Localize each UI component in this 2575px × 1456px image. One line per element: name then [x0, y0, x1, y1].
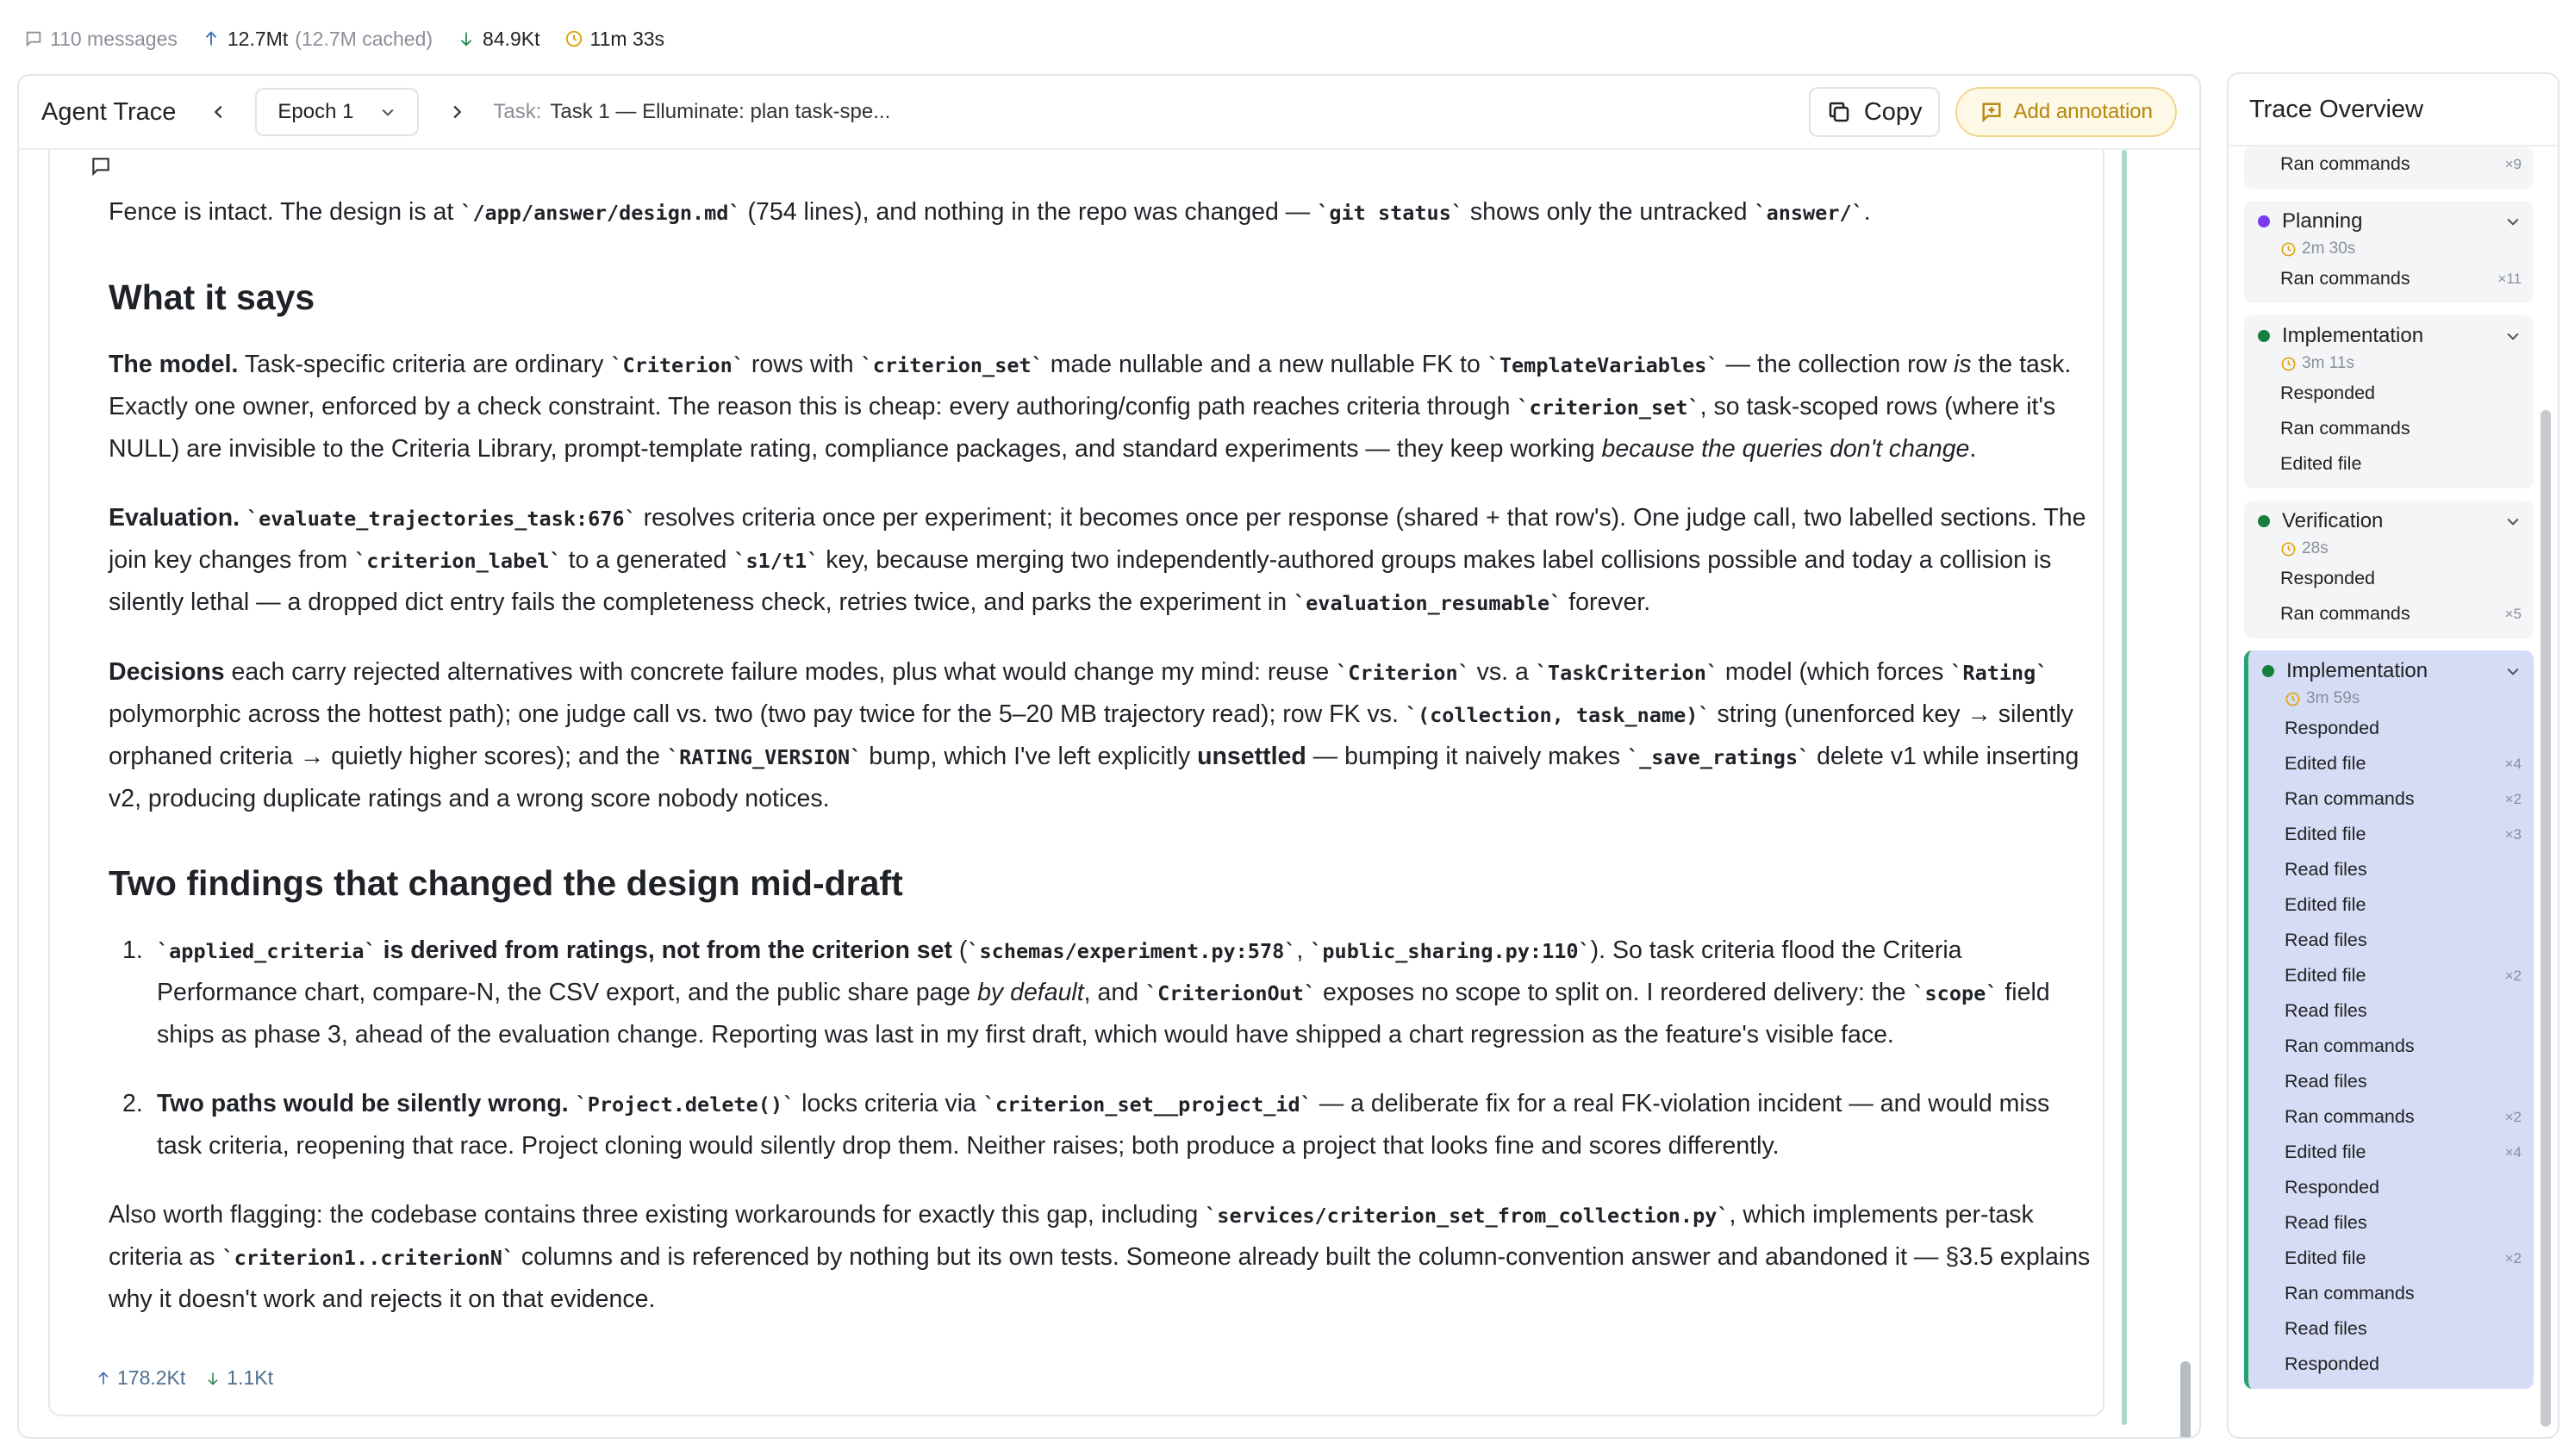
- trace-overview-panel: [2227, 72, 2559, 1439]
- tokens-out-value: 84.9Kt: [483, 27, 540, 50]
- chevron-right-icon: [447, 103, 466, 121]
- clock-icon: [2280, 541, 2297, 557]
- phase-partial: [2244, 146, 2534, 189]
- paragraph-decisions: Decisions each carry rejected alternatives with concrete failure modes, plus what would change my mind: reuse `Criterion` vs. a `TaskCriterion` model (which forces `Rating` polymorphic across the hottest path); one judge call vs. two (two pay twice for the 5–20 MB trajectory read); row FK vs. `(collection, task_name)` string (unenforced key → silently orphaned criteria → quietly higher scores); and the `RATING_VERSION` bump, which I've left explicitly unsettled — bumping it naively makes `_save_ratings` delete v1 while inserting v2, producing duplicate ratings and a wrong score nobody notices.: [109, 658, 2079, 812]
- findings-list: [109, 930, 2091, 1167]
- tokens-in-stat: [202, 28, 433, 51]
- step-item[interactable]: Responded: [2280, 383, 2375, 403]
- add-annotation-button[interactable]: [1955, 87, 2177, 137]
- arrow-up-icon: [202, 29, 221, 48]
- heading-what-it-says: What it says: [109, 277, 315, 317]
- paragraph-fence: Fence is intact. The design is at `/app/answer/design.md` (754 lines), and nothing in the repo was changed — `git status` shows only the untracked `answer/`.: [109, 198, 1871, 226]
- annotation-icon: [1980, 100, 2004, 124]
- next-epoch-button[interactable]: [440, 95, 474, 129]
- step-item[interactable]: Responded: [2285, 1353, 2379, 1374]
- step-item[interactable]: Edited file ×3: [2285, 824, 2522, 844]
- phase-duration: 3m 11s: [2244, 352, 2534, 376]
- clock-icon: [564, 29, 583, 48]
- step-item[interactable]: Read files: [2285, 1212, 2367, 1233]
- paragraph-evaluation: Evaluation. `evaluate_trajectories_task:676` resolves criteria once per experiment; it becomes once per response (shared + that row's). One judge call, two labelled sections. The join key changes from `criterion_label` to a generated `s1/t1` key, because merging two independently-authored groups makes label collisions possible and today a collision is silently lethal — a dropped dict entry fails the completeness check, retries twice, and parks the experiment in `evaluation_resumable` forever.: [109, 504, 2086, 616]
- step-item[interactable]: Ran commands: [2285, 1036, 2415, 1056]
- chevron-down-icon: [2504, 213, 2522, 230]
- arrow-down-icon: [204, 1370, 221, 1387]
- sidebar-scrollbar[interactable]: [2541, 410, 2551, 1427]
- phase-implementation: [2244, 315, 2534, 488]
- trace-overview-title: Trace Overview: [2229, 74, 2558, 146]
- panel-title: Agent Trace: [41, 97, 177, 126]
- list-item: 2. Two paths would be silently wrong. `Project.delete()` locks criteria via `criterion_set__project_id` — a deliberate fix for a real FK-violation incident — and would miss task criteria, reopening that race. Project cloning would silently drop them. Neither raises; both produce a project that looks fine and scores differently.: [122, 1090, 2050, 1160]
- copy-button-label: Copy: [1863, 97, 1923, 126]
- clock-icon: [2280, 356, 2297, 372]
- step-item[interactable]: Ran commands ×2: [2285, 1106, 2522, 1127]
- step-item[interactable]: Read files: [2285, 1071, 2367, 1092]
- prev-epoch-button[interactable]: [202, 95, 236, 129]
- step-item[interactable]: Ran commands ×5: [2280, 603, 2522, 624]
- step-item[interactable]: Edited file: [2280, 453, 2362, 474]
- phase-header[interactable]: [2244, 506, 2534, 537]
- step-item[interactable]: Edited file ×2: [2285, 1248, 2522, 1268]
- phase-header[interactable]: [2244, 320, 2534, 352]
- step-item[interactable]: Edited file ×4: [2285, 1142, 2522, 1162]
- phase-duration: 28s: [2244, 537, 2534, 561]
- trace-content[interactable]: [19, 150, 2199, 1437]
- message-token-usage: [95, 1366, 273, 1390]
- tokens-in-value: 12.7Mt: [227, 27, 289, 50]
- agent-trace-header: [19, 76, 2199, 150]
- phase-implementation: [2244, 650, 2534, 1389]
- paragraph-model: The model. Task-specific criteria are ordinary `Criterion` rows with `criterion_set` made nullable and a new nullable FK to `TemplateVariables` — the collection row is the task. Exactly one owner, enforced by a check constraint. The reason this is cheap: every authoring/config path reaches criteria through `criterion_set`, so task-scoped rows (where it's NULL) are invisible to the Criteria Library, prompt-template rating, compliance packages, and standard experiments — they keep working because the queries don't change.: [109, 351, 2072, 463]
- add-annotation-label: Add annotation: [2013, 100, 2153, 123]
- step-item[interactable]: Responded: [2285, 718, 2379, 738]
- trace-overview-list[interactable]: [2244, 146, 2534, 1401]
- phase-status-dot: [2262, 665, 2274, 677]
- phase-name: Implementation: [2286, 659, 2428, 682]
- epoch-select[interactable]: [255, 88, 419, 136]
- message-body: [109, 191, 2091, 1347]
- step-item[interactable]: Responded: [2280, 568, 2375, 588]
- step-item[interactable]: Ran commands ×2: [2285, 788, 2522, 809]
- assistant-message-card: [48, 150, 2104, 1416]
- phase-status-dot: [2258, 215, 2270, 227]
- step-item[interactable]: Read files: [2285, 1318, 2367, 1339]
- step-item[interactable]: Edited file: [2285, 894, 2366, 915]
- duration-stat: [564, 28, 665, 51]
- chevron-down-icon: [2504, 663, 2522, 680]
- paragraph-also-worth-flagging: Also worth flagging: the codebase contains three existing workarounds for exactly this gap, including `services/criterion_set_from_collection.py`, which implements per-task criteria as `criterion1..criterionN` columns and is referenced by nothing but its own tests. Someone already built the column-convention answer and abandoned it — §3.5 explains why it doesn't work and rejects it on that evidence.: [109, 1201, 2091, 1313]
- phase-duration: 2m 30s: [2244, 237, 2534, 261]
- step-item[interactable]: Read files: [2285, 859, 2367, 880]
- trace-stats-bar: [24, 24, 664, 53]
- chevron-down-icon: [2504, 513, 2522, 530]
- heading-two-findings: Two findings that changed the design mid-draft: [109, 863, 903, 903]
- message-icon: [24, 29, 43, 48]
- copy-icon: [1826, 99, 1852, 125]
- phase-name: Implementation: [2282, 324, 2424, 347]
- clock-icon: [2285, 691, 2301, 707]
- phase-duration: 3m 59s: [2248, 687, 2534, 711]
- chevron-left-icon: [209, 103, 228, 121]
- clock-icon: [2280, 241, 2297, 258]
- phase-status-dot: [2258, 515, 2270, 527]
- message-tokens-out: 1.1Kt: [204, 1366, 273, 1390]
- messages-stat: [24, 28, 178, 51]
- tokens-cached-value: (12.7M cached): [295, 27, 433, 50]
- agent-trace-panel: [17, 74, 2201, 1439]
- step-item[interactable]: Ran commands ×11: [2280, 268, 2522, 289]
- phase-header[interactable]: [2248, 656, 2534, 687]
- content-scrollbar[interactable]: [2180, 1361, 2191, 1439]
- step-item[interactable]: Edited file ×2: [2285, 965, 2522, 986]
- copy-button[interactable]: [1809, 87, 1940, 137]
- phase-name: Verification: [2282, 509, 2384, 532]
- task-label: Task:: [493, 100, 542, 123]
- duration-value: 11m 33s: [589, 27, 665, 50]
- messages-count: 110 messages: [50, 27, 178, 50]
- step-item[interactable]: Edited file ×4: [2285, 753, 2522, 774]
- phase-verification: [2244, 501, 2534, 638]
- phase-header[interactable]: [2244, 206, 2534, 237]
- step-item[interactable]: Responded: [2285, 1177, 2379, 1198]
- chevron-down-icon: [379, 103, 396, 121]
- phase-name: Planning: [2282, 209, 2363, 233]
- tokens-out-stat: [457, 28, 540, 51]
- message-tokens-in: 178.2Kt: [95, 1366, 185, 1390]
- step-item[interactable]: Read files: [2285, 930, 2367, 950]
- chevron-down-icon: [2504, 327, 2522, 345]
- arrow-up-icon: [95, 1370, 112, 1387]
- phase-planning: [2244, 201, 2534, 303]
- step-item[interactable]: Ran commands ×9: [2280, 153, 2522, 174]
- epoch-select-value: Epoch 1: [277, 100, 354, 123]
- list-item: 1. `applied_criteria` is derived from ratings, not from the criterion set (`schemas/experiment.py:578`, `public_sharing.py:110`). So task criteria flood the Criteria Performance chart, compare-N, the CSV export, and the public share page by default, and `CriterionOut` exposes no scope to split on. I reordered delivery: the `scope` field ships as phase 3, ahead of the evaluation change. Reporting was last in my first draft, which would have shipped a chart regression as the feature's visible face.: [122, 936, 2050, 1048]
- task-name: Task 1 — Elluminate: plan task-spe...: [550, 100, 891, 123]
- message-icon: [90, 155, 112, 177]
- phase-status-dot: [2258, 330, 2270, 342]
- arrow-down-icon: [457, 29, 476, 48]
- step-item[interactable]: Ran commands: [2285, 1283, 2415, 1304]
- phase-rail: [2122, 150, 2127, 1425]
- step-item[interactable]: Read files: [2285, 1000, 2367, 1021]
- step-item[interactable]: Ran commands: [2280, 418, 2410, 439]
